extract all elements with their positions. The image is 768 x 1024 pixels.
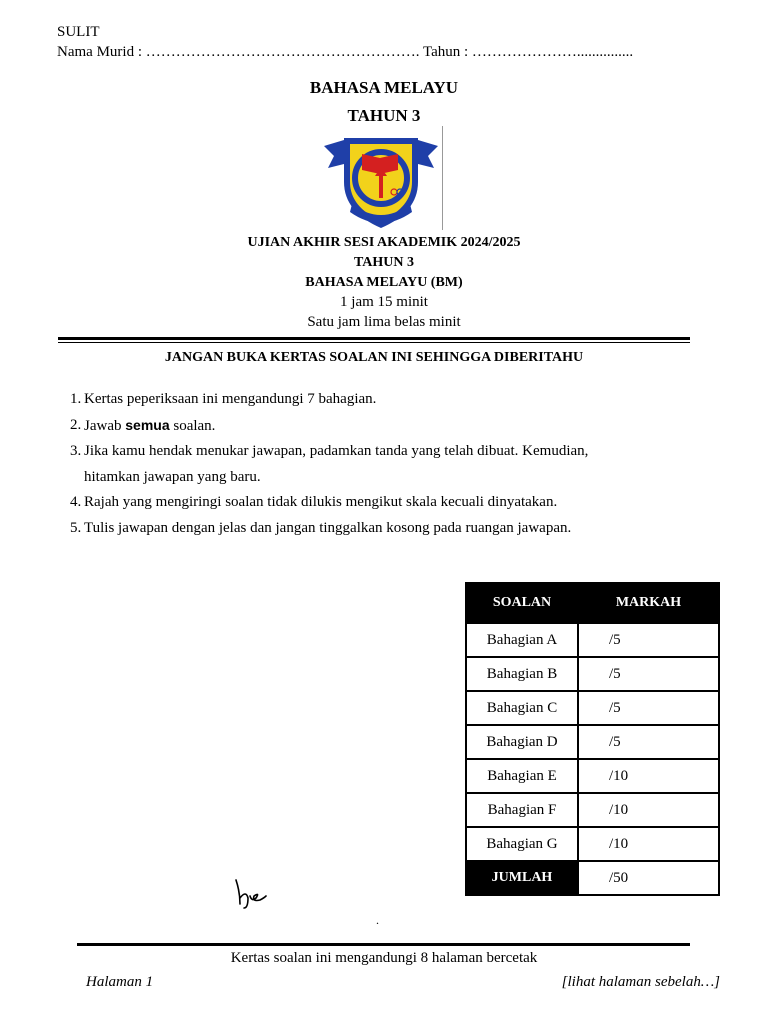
exam-subject: BAHASA MELAYU (BM) [305, 275, 463, 290]
instruction-item [70, 490, 710, 516]
section-cell: Bahagian C [466, 691, 578, 725]
double-rule-thin [58, 342, 690, 343]
column-header-soalan: SOALAN [466, 583, 578, 623]
logo-divider [442, 126, 443, 230]
instruction-item [70, 387, 710, 413]
next-page-note: [lihat halaman sebelah…] [561, 974, 720, 990]
warning-notice: JANGAN BUKA KERTAS SOALAN INI SEHINGGA DIBERITAHU [164, 350, 584, 365]
stray-dot: . [376, 913, 379, 927]
table-total-row [466, 861, 719, 895]
exam-duration-words: Satu jam lima belas minit [307, 314, 461, 330]
marks-cell: /10 [578, 759, 719, 793]
year-title: TAHUN 3 [347, 106, 421, 125]
page-count-note: Kertas soalan ini mengandungi 8 halaman bercetak [230, 950, 538, 966]
total-marks-cell: /50 [578, 861, 719, 895]
marks-cell: /10 [578, 827, 719, 861]
school-crest-icon [322, 130, 440, 230]
subject-title: BAHASA MELAYU [309, 78, 459, 97]
double-rule-thick [58, 337, 690, 340]
marks-cell: /5 [578, 623, 719, 657]
instruction-text-before: Jawab [84, 417, 126, 434]
section-cell: Bahagian E [466, 759, 578, 793]
instruction-continuation: hitamkan jawapan yang baru. [84, 468, 261, 485]
sulit-label: SULIT [57, 24, 100, 40]
instruction-emphasis: semua [125, 416, 170, 433]
marks-cell: /5 [578, 691, 719, 725]
instruction-number: 3. [70, 443, 82, 459]
table-row [466, 793, 719, 827]
table-row [466, 657, 719, 691]
section-cell: Bahagian D [466, 725, 578, 759]
table-row [466, 691, 719, 725]
exam-year: TAHUN 3 [353, 255, 415, 270]
instruction-text: Rajah yang mengiringi soalan tidak dilukis mengikut skala kecuali dinyatakan. [84, 494, 558, 510]
table-row [466, 725, 719, 759]
table-header-row [466, 583, 719, 623]
table-row [466, 827, 719, 861]
signature-icon [232, 876, 268, 910]
footer-rule [77, 943, 690, 946]
instruction-item [70, 413, 710, 440]
instruction-text [84, 413, 710, 440]
marks-cell: /10 [578, 793, 719, 827]
section-cell: Bahagian B [466, 657, 578, 691]
section-cell: Bahagian F [466, 793, 578, 827]
marks-cell: /5 [578, 725, 719, 759]
exam-name: UJIAN AKHIR SESI AKADEMIK 2024/2025 [247, 235, 521, 250]
instruction-text: Kertas peperiksaan ini mengandungi 7 bahagian. [84, 391, 377, 407]
instruction-number: 4. [70, 494, 82, 510]
instruction-item [70, 516, 710, 542]
marks-table [465, 582, 720, 896]
marks-cell: /5 [578, 657, 719, 691]
instruction-item [70, 439, 710, 465]
instruction-number: 2. [70, 416, 82, 433]
instruction-number: 1. [70, 391, 82, 407]
instruction-number: 5. [70, 519, 82, 536]
table-row [466, 759, 719, 793]
instruction-text: Tulis jawapan dengan jelas dan jangan tinggalkan kosong pada ruangan jawapan. [84, 519, 572, 536]
column-header-markah: MARKAH [578, 583, 719, 623]
student-name-line: Nama Murid : ………………………………………………. Tahun : …………………............... [57, 44, 634, 60]
instructions-list [70, 387, 710, 541]
section-cell: Bahagian G [466, 827, 578, 861]
table-row [466, 623, 719, 657]
page-number: Halaman 1 [86, 974, 154, 990]
exam-duration: 1 jam 15 minit [340, 294, 428, 310]
section-cell: Bahagian A [466, 623, 578, 657]
total-label-cell: JUMLAH [466, 861, 578, 895]
instruction-text: Jika kamu hendak menukar jawapan, padamkan tanda yang telah dibuat. Kemudian, [84, 443, 589, 459]
instruction-text-after: soalan. [169, 417, 216, 434]
